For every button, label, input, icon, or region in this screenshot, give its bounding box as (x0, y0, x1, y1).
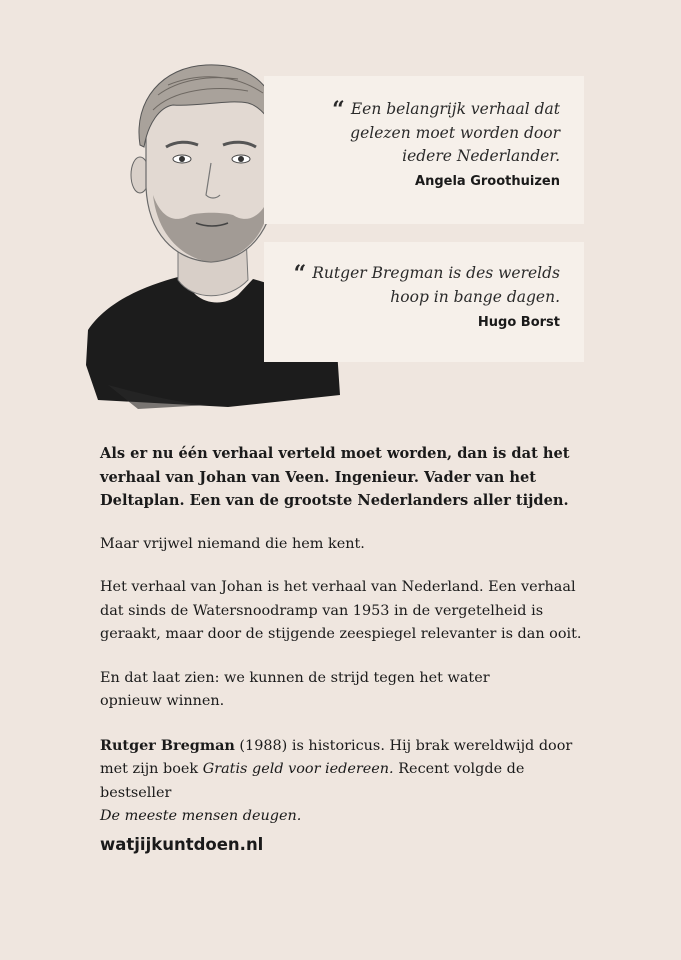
quote-1-line-3: iedere Nederlander. (402, 147, 560, 165)
quote-text-2 (284, 262, 560, 309)
quote-author-1: Angela Groothuizen (415, 174, 560, 189)
bio-author-name: Rutger Bregman (100, 736, 235, 754)
quote-2-line-2: hoop in bange dagen. (390, 288, 560, 306)
bio-book-2: De meeste mensen deugen. (100, 808, 302, 824)
quote-mark-2: “ (293, 261, 307, 287)
paragraph-2 (100, 576, 590, 647)
quote-1-line-1: Een belangrijk verhaal dat (350, 100, 560, 118)
bio-line-2-pre: met zijn boek (100, 761, 203, 777)
quote-1-line-2: gelezen moet worden door (350, 124, 560, 142)
body-text (100, 442, 590, 849)
bio-line-2 (100, 758, 590, 805)
bio-line-2-post: Recent volgde de bestseller (100, 761, 525, 801)
quote-box-1 (264, 76, 584, 224)
quote-2-line-1: Rutger Bregman is des werelds (312, 264, 560, 282)
lead-line-1: Als er nu één verhaal verteld moet worden, dan is dat het (100, 445, 570, 462)
bio-book-1: Gratis geld voor iedereen. (202, 761, 394, 777)
paragraph-3-line-2: opnieuw winnen. (100, 693, 225, 709)
bio-line-1-rest: (1988) is historicus. Hij brak wereldwijd door (234, 737, 573, 754)
website-link[interactable]: watjijkuntdoen.nl (100, 835, 264, 854)
paragraph-2-line-1: Het verhaal van Johan is het verhaal van Nederland. Een verhaal (100, 579, 576, 595)
bio-line-1 (100, 734, 590, 759)
paragraph-2-line-3: geraakt, maar door de stijgende zeespiegel relevanter is dan ooit. (100, 626, 582, 642)
quote-author-2: Hugo Borst (477, 315, 560, 330)
quote-box-2 (264, 242, 584, 362)
paragraph-3-line-1: En dat laat zien: we kunnen de strijd tegen het water (100, 669, 490, 686)
paragraph-2-line-2: dat sinds de Watersnoodramp van 1953 in de vergetelheid is (100, 602, 544, 619)
lead-paragraph (100, 442, 590, 513)
quote-mark-1: “ (332, 97, 345, 123)
paragraph-3 (100, 667, 590, 714)
author-bio (100, 734, 590, 829)
lead-line-2: verhaal van Johan van Veen. Ingenieur. Vader van het (100, 468, 537, 486)
quote-text-1 (284, 98, 560, 168)
paragraph-1-line-1: Maar vrijwel niemand die hem kent. (100, 535, 365, 552)
paragraph-1 (100, 533, 590, 557)
lead-line-3: Deltaplan. Een van de grootste Nederlanders aller tijden. (100, 492, 569, 509)
bio-line-3 (100, 805, 590, 829)
